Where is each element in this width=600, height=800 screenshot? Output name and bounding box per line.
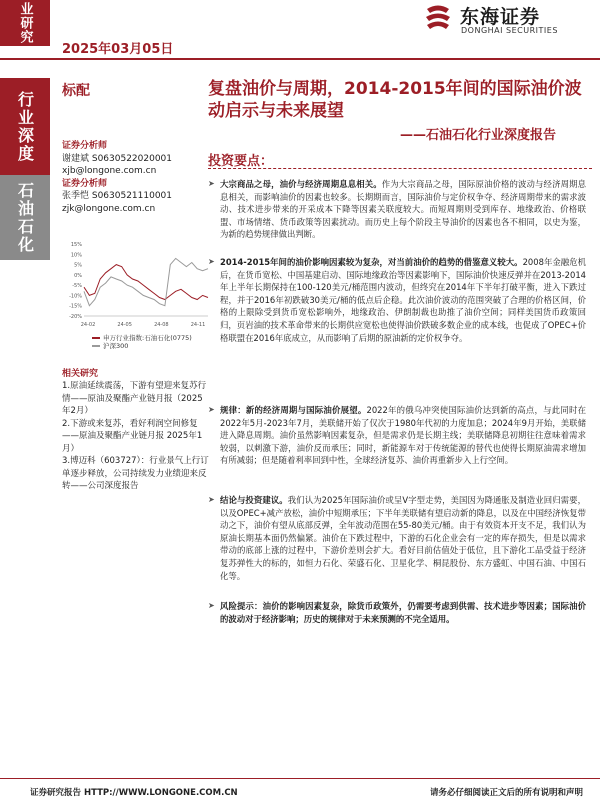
- y-tick-label: 15%: [70, 242, 82, 248]
- series-line: [84, 265, 208, 300]
- bullet-arrow-icon: ➤: [208, 257, 215, 266]
- x-tick-label: 24-02: [80, 322, 96, 328]
- key-point-paragraph: [208, 404, 586, 467]
- bullet-arrow-icon: ➤: [208, 495, 215, 504]
- y-tick-label: -20%: [69, 314, 82, 320]
- analyst-email[interactable]: zjk@longone.com.cn: [62, 203, 156, 214]
- key-point-paragraph: [208, 178, 586, 241]
- paragraph-body: 作为大宗商品之母，国际原油价格的波动与经济周期息息相关，而影响油价的因素也较多。长期期而言，国际油价与定价权争夺、经济周期带来的需求波动、技术进步带来的开采成本下降等因素关联度较大。而短周期则受到库存、地缘政治、价格联盟、市场情绪、货币政策等因素扰动。而历史上每个阶段主导油价的因素也各不相同，以史为鉴，为新的趋势规律做出判断。: [220, 179, 586, 240]
- report-subtitle: ——石油石化行业深度报告: [400, 128, 557, 143]
- legend-swatch: [92, 337, 100, 339]
- paragraph-lead: 风险提示：: [220, 601, 263, 611]
- related-research-item[interactable]: 1.原油延续震荡，下游有望迎来复苏行情——原油及聚酯产业链月报（2025年2月）: [62, 381, 207, 416]
- paragraph-body: 油价的影响因素复杂，除货币政策外，仍需要考虑到供需、技术进步等因素；国际油价的波动对于经济影响；历史的规律对于未来预测的不完全适用。: [220, 601, 587, 624]
- analyst-name: 谢建斌 S0630522020001: [62, 153, 173, 164]
- analyst-email[interactable]: xjb@longone.com.cn: [62, 166, 157, 176]
- risk-warning-paragraph: [208, 600, 586, 625]
- chart-svg: [62, 240, 212, 330]
- footer-divider: [0, 778, 600, 779]
- related-research-title: 相关研究: [62, 369, 99, 379]
- y-tick-label: 10%: [70, 252, 82, 259]
- footer-disclaimer: 请务必仔细阅读正文后的所有说明和声明: [430, 788, 584, 798]
- x-tick-label: 24-11: [190, 322, 206, 328]
- key-point-paragraph: [208, 256, 586, 344]
- bullet-arrow-icon: ➤: [208, 405, 215, 414]
- industry-rating: 标配: [62, 83, 90, 99]
- analyst-block: [62, 140, 202, 178]
- related-research-list: [62, 380, 210, 493]
- bullet-arrow-icon: ➤: [208, 601, 215, 610]
- section-title: 投资要点：: [208, 154, 274, 169]
- analyst-name: 张季恺 S0630521110001: [62, 191, 173, 201]
- paragraph-text: [220, 600, 586, 625]
- legend-item: [92, 334, 192, 342]
- analyst-list: [62, 140, 202, 215]
- bullet-arrow-icon: ➤: [208, 179, 215, 188]
- related-research-item[interactable]: 2.下游或来复苏，看好利润空间修复——原油及聚酯产业链月报 2025年1月）: [62, 418, 203, 454]
- header-divider: [0, 58, 600, 60]
- analyst-title: 证券分析师: [62, 178, 108, 189]
- legend-swatch: [92, 345, 100, 347]
- paragraph-text: [220, 404, 586, 467]
- y-tick-label: -10%: [69, 293, 82, 300]
- side-tab-industry: 石油石化: [0, 175, 50, 260]
- x-tick-label: 24-08: [154, 322, 169, 328]
- legend-label: 申万行业指数:石油石化(0775): [103, 334, 192, 342]
- y-tick-label: 0%: [74, 272, 82, 279]
- section-divider: [208, 168, 592, 170]
- paragraph-body: 我们认为2025年国际油价或呈V字型走势，美国因为降通胀及制造业回归需要，以及OPEC+减产放松，油价中短期承压；下半年美联储有望启动新的降息，以及在中国经济恢复带动之下，油价有望从底部反弹，全年波动范围在55-80美元/桶。由于有效资本开支不足，我们认为原油长期基本面仍然偏紧。油价在下跌过程中，下游的石化企业会有一定的库存损失，但是以需求带动的底部上涨的过程中，下游价差则会扩大。看好目前估值处于低位，且下游化工品受益于经济复苏弹性大的标的，如恒力石化、荣盛石化、卫星化学、桐昆股份、东方盛虹、中国石油、中国石化等。: [220, 495, 587, 581]
- logo-mark-icon: [424, 4, 452, 32]
- paragraph-body: 2022年的俄乌冲突使国际油价达到新的高点，与此同时在2022年5月-2023年7月，美联储开始了仅次于1980年代初的力度加息；2024年9月开始，美联储进入降息周期。油价虽然影响因素复杂，但是需求仍是长期主线；美联储降息初期往往意味着需求较弱，以刺激下游，油价反而承压；同时，新能源车对于传统能源的替代也使得长期原油需求增加有所减弱；但是随着利率回到中性，全球经济复苏、油价再重新步入上行空间。: [220, 405, 587, 466]
- paragraph-lead: 大宗商品之母，油价与经济周期息息相关。: [220, 179, 382, 189]
- legend-label: 沪深300: [103, 342, 129, 350]
- legend-item: [92, 342, 192, 350]
- header-category-tab: 业研究: [0, 0, 50, 46]
- chart-legend: [92, 334, 192, 350]
- logo-text-en: DONGHAI SECURITIES: [461, 26, 558, 35]
- analyst-title: 证券分析师: [62, 141, 108, 151]
- paragraph-text: [220, 178, 586, 241]
- paragraph-text: [220, 256, 586, 344]
- report-title: 复盘油价与周期，2014-2015年间的国际油价波动启示与未来展望: [208, 79, 582, 121]
- key-point-paragraph: [208, 494, 586, 582]
- paragraph-lead: 规律：新的经济周期与国际油价展望。: [220, 405, 367, 415]
- report-date: 2025年03月05日: [62, 42, 174, 57]
- x-tick-label: 24-05: [117, 322, 132, 328]
- y-tick-label: -5%: [72, 283, 82, 290]
- side-tab-report-type: 行业深度: [0, 78, 50, 175]
- paragraph-text: [220, 494, 586, 582]
- logo-text-cn: 东海证券: [460, 6, 541, 28]
- series-line: [84, 258, 208, 305]
- paragraph-body: 2008年金融危机后，在货币宽松、中国基建启动、国际地缘政治等因素影响下，国际油价快速反弹并在2013-2014年上半年长期保持在100-120美元/桶范围内波动，但终究在2014年下半年打破平衡，进入下跌过程，并于2016年初跌破30美元/桶的低点后企稳。此次油价波动的范围突破了合理的价格区间，价格的上限除受到货币宽松影响外，地缘政治、伊朗制裁也助推了油价空间；同样美国货币政策回归，页岩油的技术革命带来的长期供应宽松也使得油价跌破多数企业的成本线，也促成了OPEC+价格联盟在2016年底成立，从而影响了后期的原油新的定价权争夺。: [220, 257, 586, 343]
- paragraph-lead: 结论与投资建议。: [220, 495, 288, 505]
- y-tick-label: -15%: [69, 303, 82, 310]
- y-tick-label: 5%: [74, 262, 82, 269]
- related-research-item[interactable]: 3.博迈科（603727）：行业景气上行订单逐步释放，公司持续发力业绩迎来反转——公司深度报告: [62, 456, 209, 491]
- paragraph-lead: 2014-2015年间的油价影响因素较为复杂，对当前油价的趋势的借鉴意义较大。: [220, 257, 523, 267]
- footer-website[interactable]: 证券研究报告 HTTP://WWW.LONGONE.COM.CN: [30, 788, 238, 798]
- analyst-block: [62, 178, 202, 216]
- company-logo: [424, 2, 594, 36]
- index-performance-chart: [62, 240, 212, 330]
